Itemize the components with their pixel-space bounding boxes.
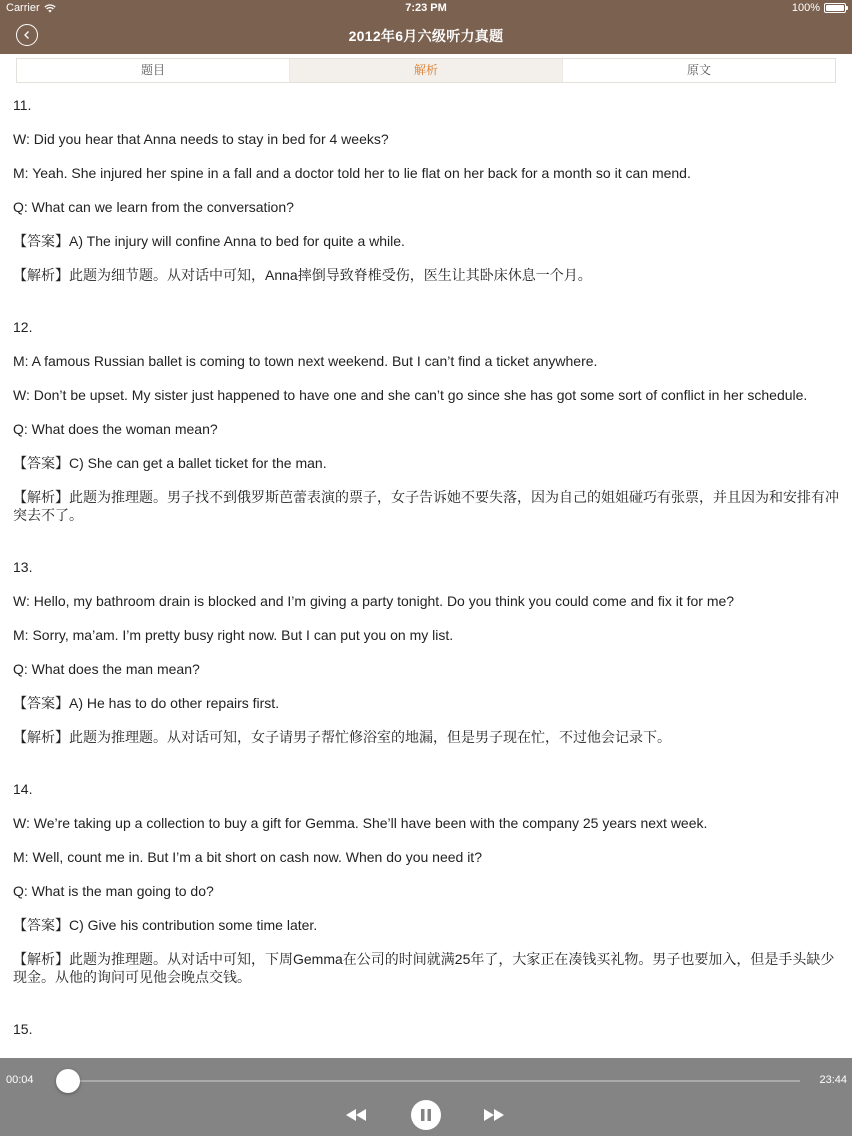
question-line: Q: What is the man going to do?	[13, 883, 214, 899]
question-line: Q: What does the man mean?	[13, 661, 200, 677]
question-line: Q: What does the woman mean?	[13, 421, 218, 437]
progress-track[interactable]	[66, 1080, 800, 1082]
question-block	[13, 558, 841, 780]
question-block	[13, 318, 841, 558]
answer-line: 【答案】C) Give his contribution some time later.	[13, 917, 318, 933]
battery-group	[792, 2, 846, 14]
question-number: 13.	[13, 559, 33, 575]
analysis-content[interactable]	[13, 96, 841, 1056]
question-number: 14.	[13, 781, 33, 797]
analysis-line: 【解析】此题为推理题。从对话中可知，下周Gemma在公司的时间就满25年了，大家正在凑钱买礼物。男子也要加入，但是手头缺少现金。从他的询问可见他会晚点交钱。	[13, 951, 835, 985]
segmented-control	[16, 58, 836, 83]
nav-bar	[0, 18, 852, 54]
dialogue-line: M: Well, count me in. But I’m a bit short on cash now. When do you need it?	[13, 849, 482, 865]
dialogue-line: M: Yeah. She injured her spine in a fall and a doctor told her to lie flat on her back for a month so it can mend.	[13, 165, 691, 181]
answer-line: 【答案】A) He has to do other repairs first.	[13, 695, 280, 711]
dialogue-line: W: We’re taking up a collection to buy a gift for Gemma. She’ll have been with the company 25 years next week.	[13, 815, 708, 831]
fast-forward-button[interactable]	[480, 1104, 508, 1126]
dialogue-line: M: A famous Russian ballet is coming to town next weekend. But I can’t find a ticket anywhere.	[13, 353, 598, 369]
question-number: 11.	[13, 97, 32, 113]
dialogue-line: W: Hello, my bathroom drain is blocked and I’m giving a party tonight. Do you think you could come and fix it for me?	[13, 593, 735, 609]
answer-line: 【答案】A) The injury will confine Anna to bed for quite a while.	[13, 233, 405, 249]
tab-original-text[interactable]: 原文	[686, 63, 711, 77]
duration: 23:44	[819, 1074, 847, 1086]
question-number: 15.	[13, 1021, 33, 1037]
dialogue-line: W: Don’t be upset. My sister just happened to have one and she can’t go since she has got some sort of conflict in her schedule.	[13, 387, 808, 403]
rewind-button[interactable]	[342, 1104, 370, 1126]
answer-line: 【答案】C) She can get a ballet ticket for the man.	[13, 455, 327, 471]
pause-icon	[420, 1108, 432, 1122]
analysis-line: 【解析】此题为细节题。从对话中可知，Anna摔倒导致脊椎受伤，医生让其卧床休息一个月。	[13, 267, 592, 283]
question-block	[13, 1020, 841, 1038]
analysis-line: 【解析】此题为推理题。男子找不到俄罗斯芭蕾表演的票子，女子告诉她不要失落，因为自己的姐姐碰巧有张票，并且因为和安排有冲突去不了。	[13, 489, 839, 523]
progress-thumb[interactable]	[56, 1069, 80, 1093]
tab-analysis[interactable]: 解析	[290, 59, 563, 82]
pause-button[interactable]	[411, 1100, 441, 1130]
question-line: Q: What can we learn from the conversation?	[13, 199, 294, 215]
battery-icon	[824, 3, 846, 13]
status-bar	[0, 0, 852, 18]
question-block	[13, 780, 841, 1020]
question-number: 12.	[13, 319, 33, 335]
dialogue-line: M: Sorry, ma’am. I’m pretty busy right now. But I can put you on my list.	[13, 627, 454, 643]
analysis-line: 【解析】此题为推理题。从对话可知，女子请男子帮忙修浴室的地漏，但是男子现在忙，不过他会记录下。	[13, 729, 671, 745]
tab-questions[interactable]: 题目	[17, 59, 290, 82]
audio-player	[0, 1058, 852, 1136]
page-title: 2012年6月六级听力真题	[348, 28, 504, 44]
dialogue-line: W: Did you hear that Anna needs to stay in bed for 4 weeks?	[13, 131, 389, 147]
rewind-icon	[345, 1108, 367, 1122]
carrier-label: Carrier	[6, 2, 40, 14]
battery-percent: 100%	[791, 2, 820, 14]
fast-forward-icon	[483, 1108, 505, 1122]
current-time: 00:04	[6, 1074, 34, 1086]
question-block	[13, 96, 841, 318]
status-time: 7:23 PM	[405, 2, 447, 14]
